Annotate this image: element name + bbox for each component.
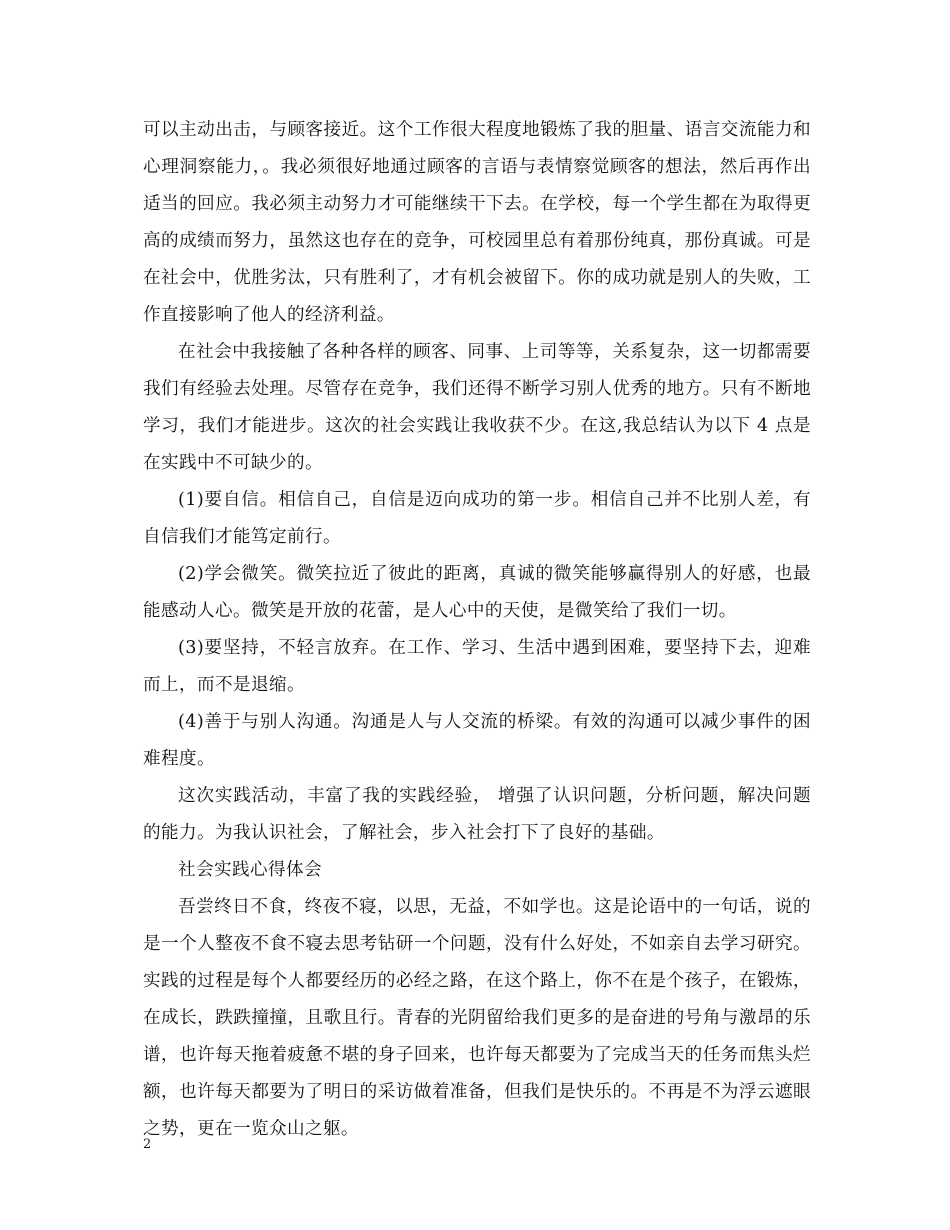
paragraph-4: (2)学会微笑。微笑拉近了彼此的距离，真诚的微笑能够赢得别人的好感，也最能感动人心。微笑是开放的花蕾，是人心中的天使，是微笑给了我们一切。 bbox=[143, 564, 811, 621]
document-body bbox=[143, 112, 811, 1148]
paragraph-6: (4)善于与别人沟通。沟通是人与人交流的桥梁。有效的沟通可以减少事件的困难程度。 bbox=[143, 712, 811, 769]
paragraph-3: (1)要自信。相信自己，自信是迈向成功的第一步。相信自己并不比别人差，有自信我们才能笃定前行。 bbox=[143, 490, 811, 547]
paragraph-7: 这次实践活动，丰富了我的实践经验， 增强了认识问题，分析问题，解决问题的能力。为我认识社会，了解社会，步入社会打下了良好的基础。 bbox=[143, 786, 811, 843]
paragraph-1: 可以主动出击，与顾客接近。这个工作很大程度地锻炼了我的胆量、语言交流能力和心理洞察能力，。我必须很好地通过顾客的言语与表情察觉顾客的想法，然后再作出适当的回应。我必须主动努力才可能继续干下去。在学校，每一个学生都在为取得更高的成绩而努力，虽然这也存在的竞争，可校园里总有着那份纯真，那份真诚。可是在社会中，优胜劣汰，只有胜利了，才有机会被留下。你的成功就是别人的失败，工作直接影响了他人的经济利益。 bbox=[143, 120, 811, 325]
section-heading: 社会实践心得体会 bbox=[178, 860, 322, 880]
paragraph-2: 在社会中我接触了各种各样的顾客、同事、上司等等，关系复杂，这一切都需要我们有经验去处理。尽管存在竞争，我们还得不断学习别人优秀的地方。只有不断地学习，我们才能进步。这次的社会实践让我收获不少。在这,我总结认为以下 4 点是在实践中不可缺少的。 bbox=[143, 342, 811, 473]
paragraph-8: 吾尝终日不食，终夜不寝，以思，无益，不如学也。这是论语中的一句话，说的是一个人整夜不食不寝去思考钻研一个问题，没有什么好处，不如亲自去学习研究。实践的过程是每个人都要经历的必经之路，在这个路上，你不在是个孩子，在锻炼，在成长，跌跌撞撞，且歌且行。青春的光阴留给我们更多的是奋进的号角与激昂的乐谱，也许每天拖着疲惫不堪的身子回来，也许每天都要为了完成当天的任务而焦头烂额，也许每天都要为了明日的采访做着准备，但我们是快乐的。不再是不为浮云遮眼之势，更在一览众山之躯。 bbox=[143, 897, 811, 1139]
page-number: 2 bbox=[143, 1137, 152, 1152]
paragraph-5: (3)要坚持，不轻言放弃。在工作、学习、生活中遇到困难，要坚持下去，迎难而上，而不是退缩。 bbox=[143, 638, 811, 695]
